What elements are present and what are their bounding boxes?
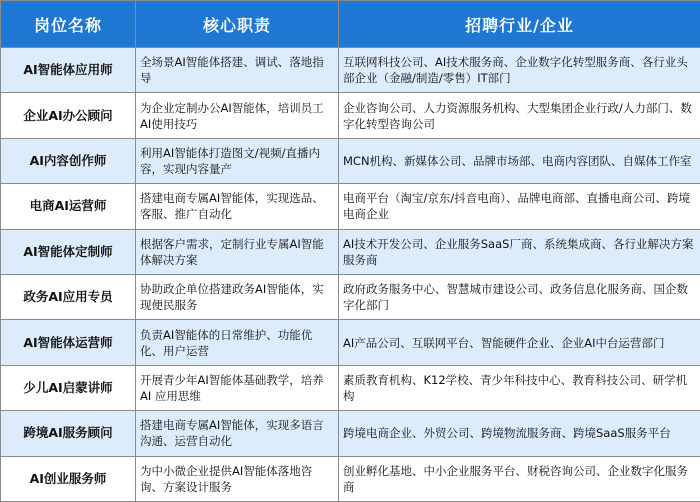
industry-cell: 政府政务服务中心、智慧城市建设公司、政务信息化服务商、国企数字化部门 [339,274,700,319]
header-role: 岗位名称 [1,1,136,48]
role-cell: 跨境AI服务顾问 [1,411,136,456]
role-cell: AI创业服务师 [1,456,136,501]
duty-cell: 搭建电商专属AI智能体，实现选品、客服、推广自动化 [136,184,339,229]
duty-cell: 开展青少年AI智能体基础教学，培养 AI 应用思维 [136,365,339,410]
header-industry: 招聘行业/企业 [339,1,700,48]
table-row [1,365,700,410]
industry-cell: 互联网科技公司、AI技术服务商、企业数字化转型服务商、各行业头部企业（金融/制造/零售）IT部门 [339,48,700,93]
industry-cell: MCN机构、新媒体公司、品牌市场部、电商内容团队、自媒体工作室 [339,138,700,183]
table-row [1,320,700,365]
role-cell: 企业AI办公顾问 [1,93,136,138]
table-row [1,411,700,456]
duty-cell: 根据客户需求，定制行业专属AI智能体解决方案 [136,229,339,274]
duty-cell: 利用AI智能体打造图文/视频/直播内容，实现内容量产 [136,138,339,183]
industry-cell: 创业孵化基地、中小企业服务平台、财税咨询公司、企业数字化服务商 [339,456,700,501]
role-cell: AI智能体定制师 [1,229,136,274]
duty-cell: 协助政企单位搭建政务AI智能体，实现便民服务 [136,274,339,319]
role-cell: 政务AI应用专员 [1,274,136,319]
role-cell: 电商AI运营师 [1,184,136,229]
table-body [1,48,700,502]
table-row [1,456,700,501]
table-row [1,93,700,138]
role-cell: AI内容创作师 [1,138,136,183]
role-cell: 少儿AI启蒙讲师 [1,365,136,410]
header-duty: 核心职责 [136,1,339,48]
duty-cell: 搭建电商专属AI智能体，实现多语言沟通、运营自动化 [136,411,339,456]
role-cell: AI智能体应用师 [1,48,136,93]
header-row [1,1,700,48]
table-row [1,138,700,183]
industry-cell: 电商平台（淘宝/京东/抖音电商）、品牌电商部、直播电商公司、跨境电商企业 [339,184,700,229]
industry-cell: 企业咨询公司、人力资源服务机构、大型集团企业行政/人力部门、数字化转型咨询公司 [339,93,700,138]
duty-cell: 为中小微企业提供AI智能体落地咨询、方案设计服务 [136,456,339,501]
table-row [1,184,700,229]
table-row [1,48,700,93]
industry-cell: 跨境电商企业、外贸公司、跨境物流服务商、跨境SaaS服务平台 [339,411,700,456]
industry-cell: AI产品公司、互联网平台、智能硬件企业、企业AI中台运营部门 [339,320,700,365]
table-header [1,1,700,48]
industry-cell: 素质教育机构、K12学校、青少年科技中心、教育科技公司、研学机构 [339,365,700,410]
table-row [1,229,700,274]
duty-cell: 全场景AI智能体搭建、调试、落地指导 [136,48,339,93]
industry-cell: AI技术开发公司、企业服务SaaS厂商、系统集成商、各行业解决方案服务商 [339,229,700,274]
duty-cell: 为企业定制办公AI智能体，培训员工AI使用技巧 [136,93,339,138]
table-row [1,274,700,319]
role-cell: AI智能体运营师 [1,320,136,365]
duty-cell: 负责AI智能体的日常维护、功能优化、用户运营 [136,320,339,365]
